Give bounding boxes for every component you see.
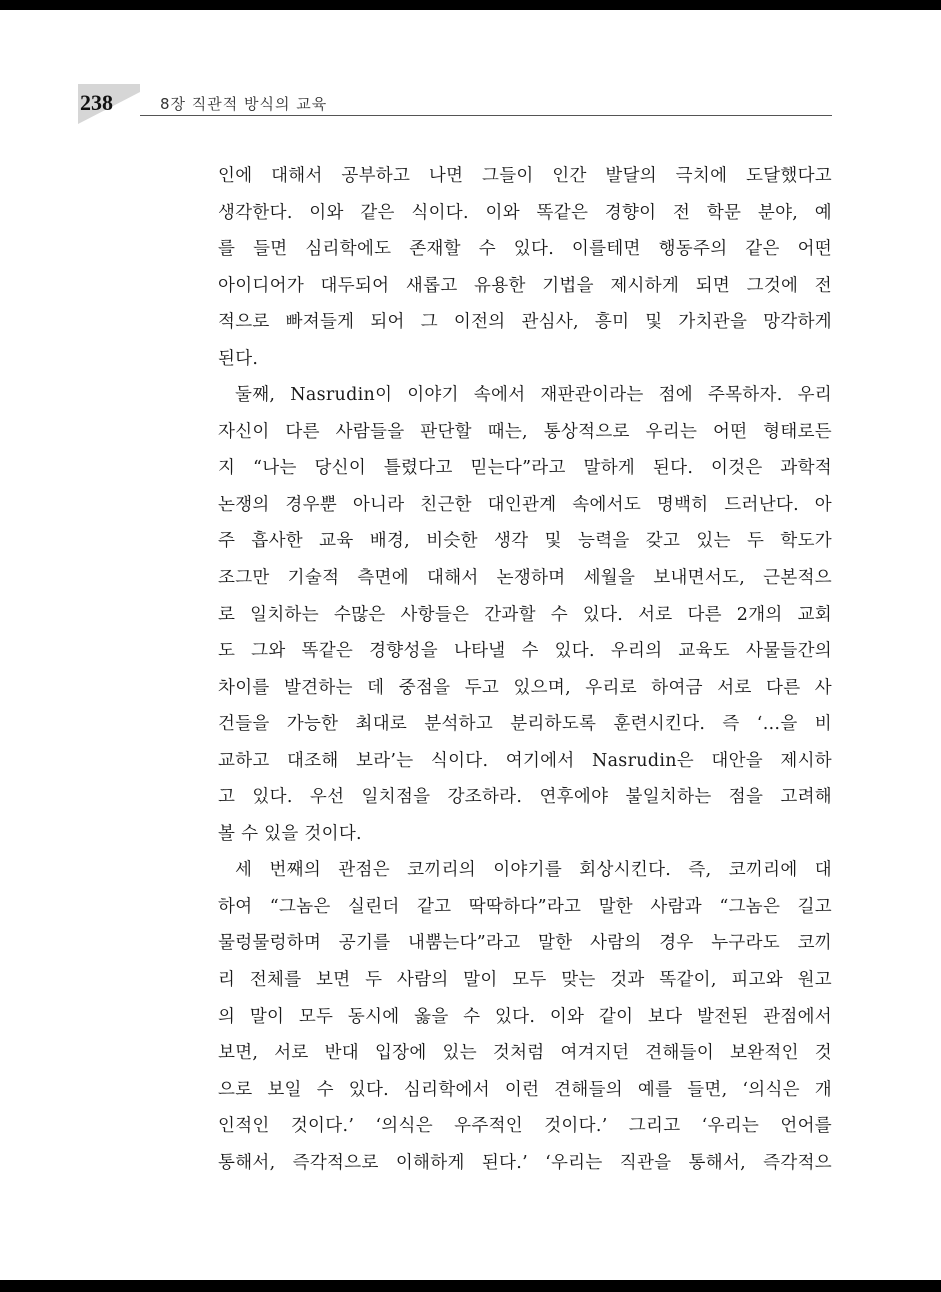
text-line: 의 말이 모두 동시에 옳을 수 있다. 이와 같이 보다 발전된 관점에서 — [218, 1006, 832, 1027]
text-line: 로 일치하는 수많은 사항들은 간과할 수 있다. 서로 다른 2개의 교회 — [218, 604, 832, 625]
text-line: 리 전체를 보면 두 사람의 말이 모두 맞는 것과 똑같이, 피고와 원고 — [218, 970, 832, 991]
header-rule — [140, 115, 832, 116]
text-line: 생각한다. 이와 같은 식이다. 이와 똑같은 경향이 전 학문 분야, 예 — [218, 202, 832, 223]
text-line: 아이디어가 대두되어 새롭고 유용한 기법을 제시하게 되면 그것에 전 — [218, 275, 832, 296]
text-line: 도 그와 똑같은 경향성을 나타낼 수 있다. 우리의 교육도 사물들간의 — [218, 641, 832, 662]
page-number: 238 — [80, 90, 113, 115]
text-line: 둘째, Nasrudin이 이야기 속에서 재판관이라는 점에 주목하자. 우리 — [235, 385, 832, 406]
text-line: 통해서, 즉각적으로 이해하게 된다.’ ‘우리는 직관을 통해서, 즉각적으 — [218, 1152, 832, 1173]
text-line: 보면, 서로 반대 입장에 있는 것처럼 여겨지던 견해들이 보완적인 것 — [218, 1043, 832, 1064]
text-line: 인에 대해서 공부하고 나면 그들이 인간 발달의 극치에 도달했다고 — [218, 166, 832, 186]
text-line: 된다. — [218, 348, 259, 369]
text-line: 주 흡사한 교육 배경, 비슷한 생각 및 능력을 갖고 있는 두 학도가 — [218, 531, 832, 552]
text-line: 볼 수 있을 것이다. — [218, 823, 362, 844]
text-line: 건들을 가능한 최대로 분석하고 분리하도록 훈련시킨다. 즉 ‘…을 비 — [218, 714, 832, 735]
text-line: 지 “나는 당신이 틀렸다고 믿는다”라고 말하게 된다. 이것은 과학적 — [218, 458, 832, 479]
text-line: 인적인 것이다.’ ‘의식은 우주적인 것이다.’ 그리고 ‘우리는 언어를 — [218, 1116, 832, 1137]
text-line: 차이를 발견하는 데 중점을 두고 있으며, 우리로 하여금 서로 다른 사 — [218, 677, 832, 698]
text-line: 고 있다. 우선 일치점을 강조하라. 연후에야 불일치하는 점을 고려해 — [218, 787, 832, 808]
text-line: 조그만 기술적 측면에 대해서 논쟁하며 세월을 보내면서도, 근본적으 — [218, 568, 832, 589]
bottom-border — [0, 1280, 941, 1292]
body-text — [218, 158, 832, 1181]
text-line: 물렁물렁하며 공기를 내뿜는다”라고 말한 사람의 경우 누구라도 코끼 — [218, 933, 832, 954]
text-line: 를 들면 심리학에도 존재할 수 있다. 이를테면 행동주의 같은 어떤 — [218, 239, 832, 260]
text-line: 으로 보일 수 있다. 심리학에서 이런 견해들의 예를 들면, ‘의식은 개 — [218, 1079, 832, 1100]
top-border — [0, 0, 941, 10]
text-line: 하여 “그놈은 실린더 같고 딱딱하다”라고 말한 사람과 “그놈은 길고 — [218, 896, 832, 917]
chapter-title: 8장 직관적 방식의 교육 — [160, 95, 328, 113]
text-line: 자신이 다른 사람들을 판단할 때는, 통상적으로 우리는 어떤 형태로든 — [218, 421, 832, 442]
text-line: 논쟁의 경우뿐 아니라 친근한 대인관계 속에서도 명백히 드러난다. 아 — [218, 494, 832, 515]
text-line: 적으로 빠져들게 되어 그 이전의 관심사, 흥미 및 가치관을 망각하게 — [218, 312, 832, 333]
text-line: 세 번째의 관점은 코끼리의 이야기를 회상시킨다. 즉, 코끼리에 대 — [235, 860, 832, 881]
text-line: 교하고 대조해 보라’는 식이다. 여기에서 Nasrudin은 대안을 제시하 — [218, 750, 832, 771]
